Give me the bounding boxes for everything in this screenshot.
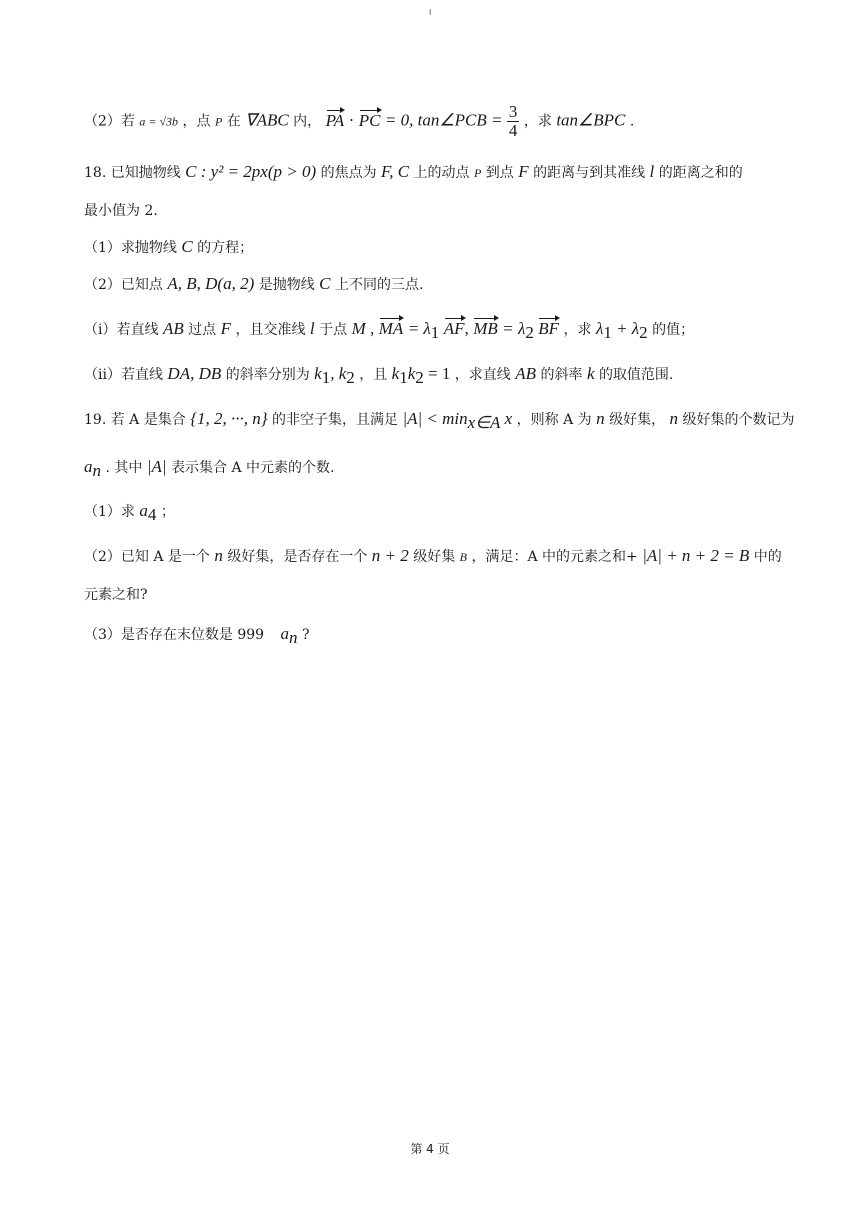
q17-fraction-num: 3 xyxy=(508,102,518,121)
q18-kc: , k xyxy=(330,364,347,383)
q18-vector-ma: MA xyxy=(378,319,404,338)
q18-part2i-f: F xyxy=(220,319,232,338)
q18-sum-plus: + λ xyxy=(611,319,640,338)
q17-vector-pa: PA xyxy=(325,110,345,130)
q18-stem-line2: 最小值为 2. xyxy=(84,203,158,219)
q19-part2-label: （2）已知 A 是一个 xyxy=(84,549,210,565)
q18-k1: k xyxy=(314,364,322,383)
q18-part1-label: （1）求抛物线 xyxy=(84,240,177,256)
q19-label: 19. 若 A 是集合 xyxy=(84,412,186,428)
q18-k2-sub: 2 xyxy=(346,367,355,387)
q19-cond-sub: x∈A xyxy=(467,412,501,432)
q17-part2-text1: ，点 xyxy=(182,113,211,130)
q19-an-sub: n xyxy=(92,460,101,480)
q19-part2-line1 xyxy=(84,545,782,568)
q17-part2-cond1: a = √3b xyxy=(139,114,179,129)
q18-part2ii-lines: DA, DB xyxy=(167,364,222,383)
q19-part2-text3: ，满足：A 中的元素之和+ xyxy=(471,549,638,565)
q18-part2i-text1: 过点 xyxy=(188,322,217,338)
q17-fraction xyxy=(507,103,520,140)
q18-part2ii-ab: AB xyxy=(515,364,537,383)
q18-sum-s2: 2 xyxy=(639,322,648,342)
q18-part2i-text5: 的值； xyxy=(652,322,695,338)
q18-sum-a: λ xyxy=(595,319,604,338)
q19-stem-line2 xyxy=(84,456,334,482)
q18-k1-sub: 1 xyxy=(321,367,331,387)
q19-cond-x: x xyxy=(500,409,513,428)
q19-text2: ，则称 A 为 xyxy=(516,412,592,428)
q18-eq1: = λ xyxy=(407,319,431,338)
q19-part2-n: n xyxy=(214,546,223,565)
q19-text1: 的非空子集，且满足 xyxy=(272,412,398,428)
q18-part1-c: C xyxy=(181,237,193,256)
q19-stem2-text2: 表示集合 A 中元素的个数. xyxy=(171,460,335,476)
q18-part2i-text4: ，求 xyxy=(563,322,592,338)
q18-part2i-text3: 于点 xyxy=(319,322,348,338)
q19-n1: n xyxy=(596,409,605,428)
q18-part2i xyxy=(84,318,694,344)
q18-part2i-label: （i）若直线 xyxy=(84,322,159,338)
q18-part2-text2: 上不同的三点. xyxy=(334,277,424,293)
q18-part2ii-text3: ，求直线 xyxy=(454,367,511,383)
q17-part2-label: （2）若 xyxy=(84,113,135,130)
q19-part3 xyxy=(84,623,310,649)
q17-part2-point: P xyxy=(214,114,223,129)
q17-part2-target: tan∠BPC xyxy=(556,110,626,130)
q18-part2-text1: 是抛物线 xyxy=(258,277,315,293)
q18-comma: , xyxy=(464,319,469,338)
q19-set: {1, 2, ···, n} xyxy=(190,409,268,428)
q18-sum-s1: 1 xyxy=(603,322,612,342)
q18-vector-af: AF xyxy=(443,319,465,338)
q19-part2-text1: 级好集，是否存在一个 xyxy=(227,549,368,565)
q17-part2-text4: ，求 xyxy=(523,113,552,130)
q18-part1 xyxy=(84,236,253,259)
q18-fc: F, C xyxy=(381,162,410,181)
q19-part1-sub: 4 xyxy=(147,504,157,524)
q17-fraction-den: 4 xyxy=(508,121,518,140)
q18-part2ii xyxy=(84,363,673,389)
q18-kk-b: k xyxy=(407,364,416,383)
q18-kk-s2: 2 xyxy=(415,367,424,387)
q18-stem-line1 xyxy=(84,161,743,184)
q18-eq2: = λ xyxy=(502,319,526,338)
q19-part1 xyxy=(84,500,175,526)
q18-kk-a: k xyxy=(391,364,400,383)
q17-part2-text3: 内， xyxy=(293,113,322,130)
q18-part2-points: A, B, D(a, 2) xyxy=(167,274,255,293)
q18-text5: 的距离之和的 xyxy=(658,165,743,181)
q17-part2 xyxy=(84,103,634,140)
q19-part1-end: ； xyxy=(160,504,175,520)
q18-part2i-ab: AB xyxy=(162,319,184,338)
q18-formula: C : y² = 2px(p > 0) xyxy=(185,162,317,181)
q19-part3-a: a xyxy=(280,624,290,643)
q19-n2: n xyxy=(669,409,679,428)
q17-vector-pc: PC xyxy=(358,110,381,130)
q18-part2-label: （2）已知点 xyxy=(84,277,163,293)
q19-text3: 级好集， xyxy=(609,412,666,428)
q18-text2: 上的动点 xyxy=(413,165,470,181)
q17-part2-text2: 在 xyxy=(226,113,241,130)
q19-part2-b: B xyxy=(459,550,468,564)
q19-part1-a: a xyxy=(139,501,148,520)
q19-part2-formula: |A| + n + 2 = B xyxy=(642,546,750,565)
q19-cond: |A| < min xyxy=(402,409,468,428)
q18-part1-text: 的方程； xyxy=(197,240,254,256)
q18-part2i-l: l xyxy=(309,319,315,338)
q17-part2-cond2: = 0, tan∠PCB = xyxy=(384,110,503,130)
q18-part2ii-text5: 的取值范围. xyxy=(598,367,674,383)
q18-vector-mb: MB xyxy=(473,319,498,338)
q19-stem-line1 xyxy=(84,408,794,434)
q18-label: 18. 已知抛物线 xyxy=(84,165,181,181)
q17-part2-end: . xyxy=(629,113,635,130)
header-mark: I xyxy=(429,8,432,17)
q19-part3-end: ? xyxy=(302,627,310,643)
q19-stem2-text: . 其中 xyxy=(105,460,143,476)
q19-part3-label: （3）是否存在末位数是 999 xyxy=(84,627,265,643)
q18-part2ii-label: （ii）若直线 xyxy=(84,367,163,383)
q19-part2-line2: 元素之和? xyxy=(84,587,148,603)
q18-part2i-m: M , xyxy=(351,319,375,338)
q18-part2ii-k: k xyxy=(586,364,595,383)
q18-text1: 的焦点为 xyxy=(320,165,377,181)
q18-part2 xyxy=(84,273,423,296)
q18-p: P xyxy=(473,166,482,180)
q19-part2-n2: n + 2 xyxy=(371,546,409,565)
q19-part1-label: （1）求 xyxy=(84,504,135,520)
q18-part2ii-text2: ，且 xyxy=(359,367,388,383)
q18-part2-c: C xyxy=(319,274,331,293)
q19-part3-sub: n xyxy=(289,627,298,647)
page-number: 第 4 页 xyxy=(410,1142,450,1156)
q18-vector-bf: BF xyxy=(538,319,560,338)
q19-part2-text2: 级好集 xyxy=(413,549,456,565)
q18-kk-s1: 1 xyxy=(399,367,408,387)
q18-l: l xyxy=(649,162,655,181)
q18-part2i-text2: ，且交准线 xyxy=(235,322,306,338)
q17-dot: · xyxy=(348,110,355,130)
q18-part2ii-text4: 的斜率 xyxy=(540,367,583,383)
q18-sub1: 1 xyxy=(430,322,440,342)
q19-absA: |A| xyxy=(146,457,167,476)
q18-text3: 到点 xyxy=(485,165,514,181)
q19-text4: 级好集的个数记为 xyxy=(682,412,795,428)
q18-text4: 的距离与到其准线 xyxy=(533,165,646,181)
q18-part2ii-text1: 的斜率分别为 xyxy=(225,367,310,383)
q18-sub2: 2 xyxy=(525,322,534,342)
q19-an: a xyxy=(84,457,93,476)
q18-f: F xyxy=(518,162,529,181)
q18-kk-eq: = 1 xyxy=(423,364,451,383)
q17-part2-triangle: ∇ABC xyxy=(245,110,289,130)
q19-part2-text4: 中的 xyxy=(753,549,782,565)
